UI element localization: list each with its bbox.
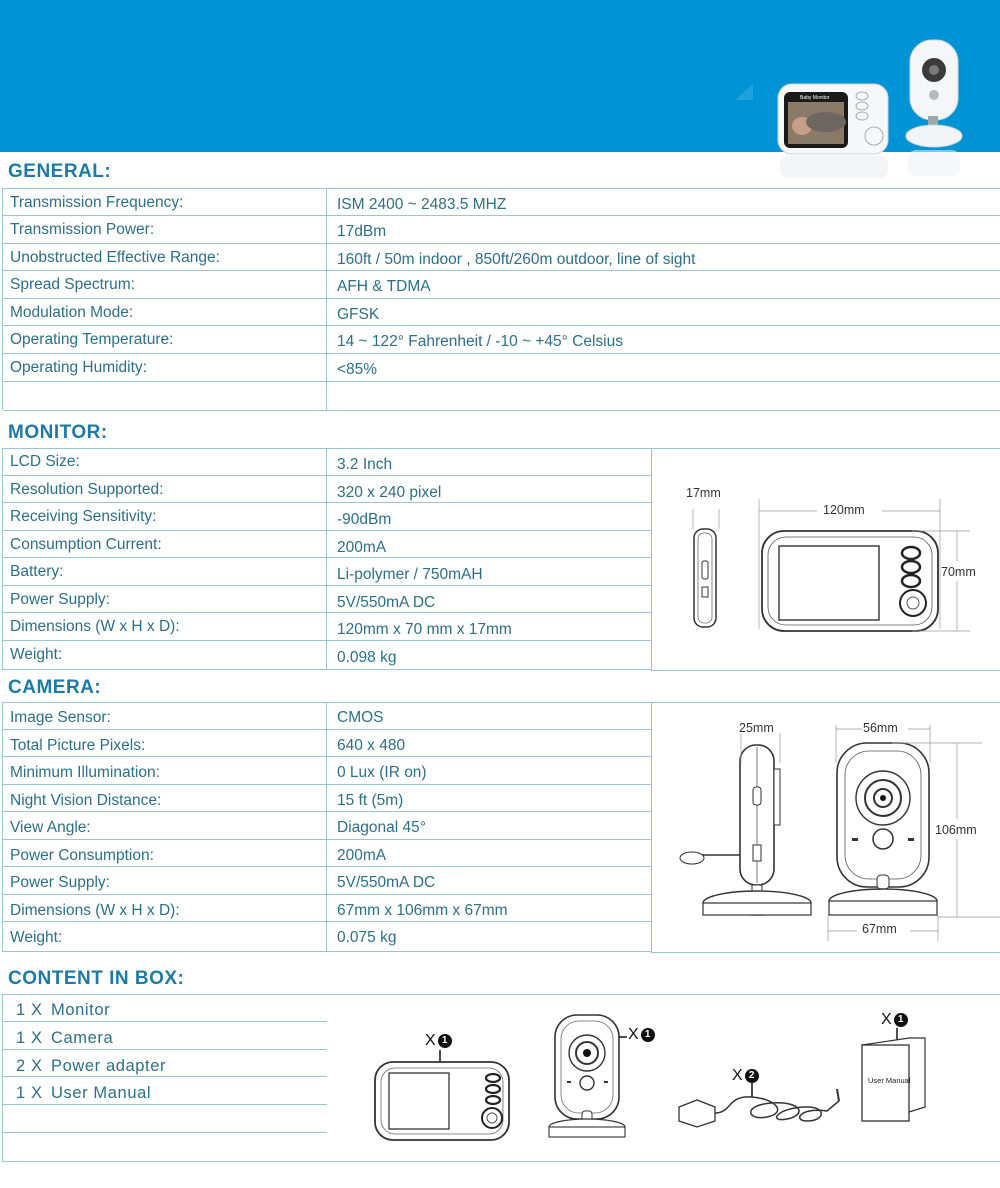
- table-row: [3, 867, 652, 895]
- spec-label: Weight:: [3, 641, 327, 669]
- adapter-quantity-badge: X 2: [732, 1067, 759, 1085]
- spec-value: ISM 2400 ~ 2483.5 MHZ: [337, 196, 507, 213]
- table-row: [3, 895, 652, 922]
- spec-value: -90dBm: [337, 511, 392, 528]
- item-name: [44, 1105, 51, 1132]
- list-item: [3, 1022, 327, 1050]
- spec-label: Unobstructed Effective Range:: [3, 244, 327, 270]
- spec-label: Spread Spectrum:: [3, 271, 327, 298]
- height-dimension-label: 106mm: [935, 823, 977, 837]
- item-name: [44, 1133, 51, 1161]
- section-title-monitor: MONITOR:: [8, 422, 108, 443]
- table-row: [3, 586, 652, 613]
- spec-value: 5V/550mA DC: [337, 594, 436, 611]
- spec-value: 5V/550mA DC: [337, 874, 436, 891]
- spec-value: Diagonal 45°: [337, 819, 426, 836]
- spec-label: Operating Temperature:: [3, 326, 327, 353]
- content-illustrations: [327, 995, 1000, 1161]
- svg-text:Baby Monitor: Baby Monitor: [800, 95, 830, 101]
- spec-value: 67mm x 106mm x 67mm: [337, 902, 508, 919]
- divider: [326, 1161, 1000, 1162]
- spec-value: 120mm x 70 mm x 17mm: [337, 621, 512, 638]
- product-photo: [770, 38, 1000, 178]
- monitor-spec-table: [2, 448, 652, 670]
- spec-value: 3.2 Inch: [337, 456, 393, 473]
- item-quantity: 1 X: [16, 1001, 43, 1019]
- spec-label: Resolution Supported:: [3, 476, 327, 502]
- section-title-camera: CAMERA:: [8, 677, 102, 698]
- spec-value: AFH & TDMA: [337, 278, 431, 295]
- table-row: [3, 558, 652, 586]
- spec-label: Minimum Illumination:: [3, 757, 327, 784]
- spec-label: Image Sensor:: [3, 702, 327, 729]
- table-row: [3, 299, 1000, 326]
- list-item: [3, 1050, 327, 1077]
- spec-label: [3, 382, 327, 410]
- base-width-dimension-label: 67mm: [862, 922, 897, 936]
- section-title-general: GENERAL:: [8, 161, 112, 182]
- spec-value: 0.075 kg: [337, 929, 397, 946]
- spec-value: 15 ft (5m): [337, 792, 404, 809]
- spec-label: View Angle:: [3, 812, 327, 839]
- item-name: Power adapter: [51, 1057, 167, 1075]
- spec-value: 14 ~ 122° Fahrenheit / -10 ~ +45° Celsius: [337, 333, 623, 350]
- count-circle: 1: [894, 1013, 908, 1027]
- depth-dimension-label: 17mm: [686, 486, 721, 500]
- table-row: [3, 641, 652, 670]
- general-spec-table: [2, 188, 1000, 410]
- spec-label: Dimensions (W x H x D):: [3, 613, 327, 640]
- camera-dimension-diagram: [652, 703, 1000, 951]
- spec-label: Dimensions (W x H x D):: [3, 895, 327, 921]
- table-row: [3, 757, 652, 785]
- monitor-line-drawing: [652, 449, 1000, 669]
- table-row: [3, 503, 652, 531]
- count-circle: 1: [438, 1034, 452, 1048]
- spec-label: LCD Size:: [3, 448, 327, 475]
- item-quantity: 1 X: [16, 1029, 43, 1047]
- height-dimension-label: 70mm: [941, 565, 976, 579]
- table-row: [3, 448, 652, 476]
- item-quantity: [9, 1105, 16, 1132]
- divider: [651, 952, 1000, 953]
- camera-quantity-badge: X 1: [628, 1026, 655, 1044]
- header-banner: [0, 0, 1000, 152]
- table-row: [3, 531, 652, 558]
- table-row: [3, 840, 652, 867]
- spec-label: Total Picture Pixels:: [3, 730, 327, 756]
- spec-value: [327, 382, 337, 410]
- item-quantity: 1 X: [16, 1084, 43, 1102]
- spec-value: 200mA: [337, 539, 387, 556]
- spec-label: Modulation Mode:: [3, 299, 327, 325]
- spec-value: CMOS: [337, 709, 384, 726]
- spec-label: Consumption Current:: [3, 531, 327, 557]
- spec-value: 640 x 480: [337, 737, 406, 754]
- list-item: [3, 1077, 327, 1105]
- manual-quantity-badge: X 1: [881, 1011, 908, 1029]
- table-row: [3, 354, 1000, 382]
- camera-spec-table: [2, 702, 652, 952]
- decorative-prism: [735, 84, 753, 100]
- spec-value: Li-polymer / 750mAH: [337, 566, 483, 583]
- spec-value: 320 x 240 pixel: [337, 484, 442, 501]
- count-circle: 1: [641, 1028, 655, 1042]
- spec-label: Receiving Sensitivity:: [3, 503, 327, 530]
- table-row: [3, 216, 1000, 244]
- content-in-box-table: [2, 994, 327, 1162]
- table-row: [3, 244, 1000, 271]
- spec-value: 0.098 kg: [337, 649, 397, 666]
- spec-value: 17dBm: [337, 223, 387, 240]
- table-row: [3, 326, 1000, 354]
- table-row: [3, 613, 652, 641]
- spec-value: GFSK: [337, 306, 380, 323]
- table-row-empty: [3, 382, 1000, 411]
- spec-label: Battery:: [3, 558, 327, 585]
- table-row: [3, 271, 1000, 299]
- list-item-empty: [3, 1133, 327, 1162]
- spec-value: 200mA: [337, 847, 387, 864]
- item-name: User Manual: [51, 1084, 152, 1102]
- item-name: Camera: [51, 1029, 114, 1047]
- section-title-content-in-box: CONTENT IN BOX:: [8, 968, 185, 989]
- table-row: [3, 922, 652, 952]
- item-quantity: [9, 1133, 16, 1161]
- item-quantity: 2 X: [16, 1057, 43, 1075]
- item-name: Monitor: [51, 1001, 111, 1019]
- monitor-quantity-badge: X 1: [425, 1032, 452, 1050]
- list-item-empty: [3, 1105, 327, 1133]
- spec-label: Transmission Frequency:: [3, 189, 327, 215]
- width-dimension-label: 120mm: [823, 503, 865, 517]
- table-row: [3, 476, 652, 503]
- svg-text:User Manual: User Manual: [868, 1076, 911, 1085]
- table-row: [3, 702, 652, 730]
- table-row: [3, 730, 652, 757]
- count-circle: 2: [745, 1069, 759, 1083]
- spec-value: <85%: [337, 361, 378, 378]
- top-width-dimension-label: 56mm: [863, 721, 898, 735]
- spec-label: Power Consumption:: [3, 840, 327, 866]
- depth-dimension-label: 25mm: [739, 721, 774, 735]
- spec-value: 0 Lux (IR on): [337, 764, 427, 781]
- spec-label: Operating Humidity:: [3, 354, 327, 381]
- spec-label: Night Vision Distance:: [3, 785, 327, 811]
- table-row: [3, 812, 652, 840]
- list-item: [3, 994, 327, 1022]
- divider: [651, 670, 1000, 671]
- spec-value: 160ft / 50m indoor , 850ft/260m outdoor, line of sight: [337, 251, 696, 268]
- spec-label: Weight:: [3, 922, 327, 951]
- spec-label: Power Supply:: [3, 586, 327, 612]
- monitor-dimension-diagram: [652, 449, 1000, 669]
- table-row: [3, 785, 652, 812]
- spec-label: Power Supply:: [3, 867, 327, 894]
- spec-label: Transmission Power:: [3, 216, 327, 243]
- table-row: [3, 189, 1000, 216]
